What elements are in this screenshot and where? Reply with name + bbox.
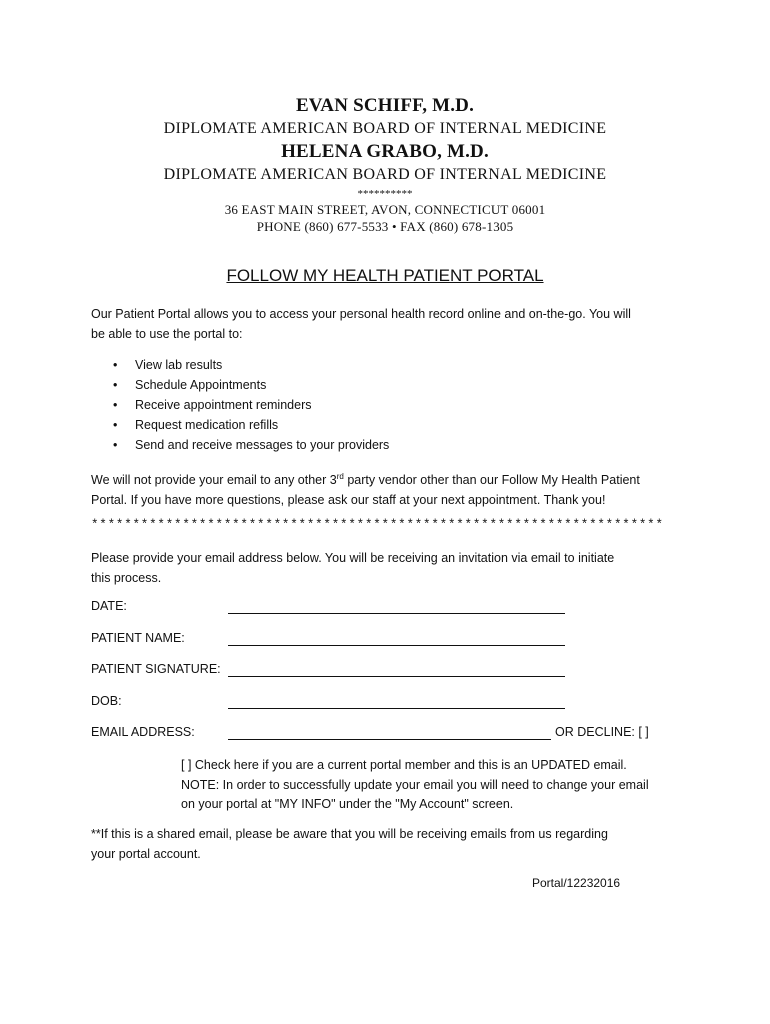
patient-name-field-row: [91, 631, 691, 651]
doctor2-name: HELENA GRABO, M.D.: [281, 141, 489, 162]
practice-contact: PHONE (860) 677-5533 • FAX (860) 678-1305: [256, 219, 514, 234]
list-item: [113, 395, 389, 415]
bullet-icon: •: [113, 398, 118, 412]
list-item-text: Schedule Appointments: [135, 378, 267, 392]
list-item: [113, 415, 389, 435]
patient-signature-field-row: [91, 662, 691, 682]
email-field-row: [91, 725, 691, 745]
update-note-line-3: on your portal at "MY INFO" under the "My Account" screen.: [181, 797, 514, 811]
privacy-line-1: We will not provide your email to any other 3rd party vendor other than our Follow My Health Patient: [91, 472, 640, 488]
list-item: [113, 375, 389, 395]
date-field-row: [91, 599, 691, 619]
asterisk-divider: *********************************************************************: [91, 518, 664, 532]
list-item-text: View lab results: [135, 358, 223, 372]
date-field[interactable]: [228, 613, 565, 614]
privacy-paragraph: [91, 467, 681, 510]
list-item-text: Receive appointment reminders: [135, 398, 312, 412]
intro-line-2: be able to use the portal to:: [91, 326, 243, 341]
bullet-icon: •: [113, 418, 118, 432]
shared-email-note: [91, 825, 681, 864]
instructions-line-1: Please provide your email address below. You will be receiving an invitation via email to initiate: [91, 551, 615, 565]
privacy-line-2: Portal. If you have more questions, please ask our staff at your next appointment. Thank you!: [91, 492, 606, 507]
bullet-icon: •: [113, 378, 118, 392]
patient-signature-field[interactable]: [228, 676, 565, 677]
update-note-line-2: NOTE: In order to successfully update your email you will need to change your email: [181, 777, 649, 792]
instructions-line-2: this process.: [91, 570, 162, 585]
form-code: Portal/12232016: [532, 876, 621, 890]
patient-name-label: PATIENT NAME:: [91, 631, 185, 645]
shared-note-line-1: **If this is a shared email, please be aware that you will be receiving emails from us regarding: [91, 827, 608, 841]
updated-email-checkbox[interactable]: [ ] Check here if you are a current portal member and this is an UPDATED email.: [181, 758, 627, 772]
list-item: [113, 435, 389, 455]
patient-name-field[interactable]: [228, 645, 565, 646]
email-field[interactable]: [228, 739, 551, 740]
letterhead-separator: **********: [357, 188, 413, 200]
date-label: DATE:: [91, 599, 127, 613]
list-item-text: Send and receive messages to your providers: [135, 438, 390, 452]
doctor1-name: EVAN SCHIFF, M.D.: [295, 95, 475, 116]
dob-field-row: [91, 694, 691, 714]
practice-address: 36 EAST MAIN STREET, AVON, CONNECTICUT 06001: [224, 202, 546, 217]
list-item: [113, 355, 389, 375]
patient-signature-label: PATIENT SIGNATURE:: [91, 662, 221, 676]
letterhead: [0, 94, 770, 235]
portal-features-list: [113, 355, 389, 455]
bullet-icon: •: [113, 438, 118, 452]
list-item-text: Request medication refills: [135, 418, 279, 432]
shared-note-line-2: your portal account.: [91, 846, 201, 861]
decline-checkbox[interactable]: OR DECLINE: [ ]: [555, 725, 649, 739]
doctor2-credential: DIPLOMATE AMERICAN BOARD OF INTERNAL MEDICINE: [163, 166, 607, 183]
doctor1-credential: DIPLOMATE AMERICAN BOARD OF INTERNAL MEDICINE: [163, 120, 607, 137]
bullet-icon: •: [113, 358, 118, 372]
intro-paragraph: [91, 305, 681, 344]
update-note: [181, 756, 691, 815]
page-title: FOLLOW MY HEALTH PATIENT PORTAL: [226, 266, 544, 285]
instructions-paragraph: [91, 549, 681, 588]
dob-label: DOB:: [91, 694, 122, 708]
intro-line-1: Our Patient Portal allows you to access your personal health record online and on-the-go. You will: [91, 307, 631, 321]
dob-field[interactable]: [228, 708, 565, 709]
email-label: EMAIL ADDRESS:: [91, 725, 195, 739]
